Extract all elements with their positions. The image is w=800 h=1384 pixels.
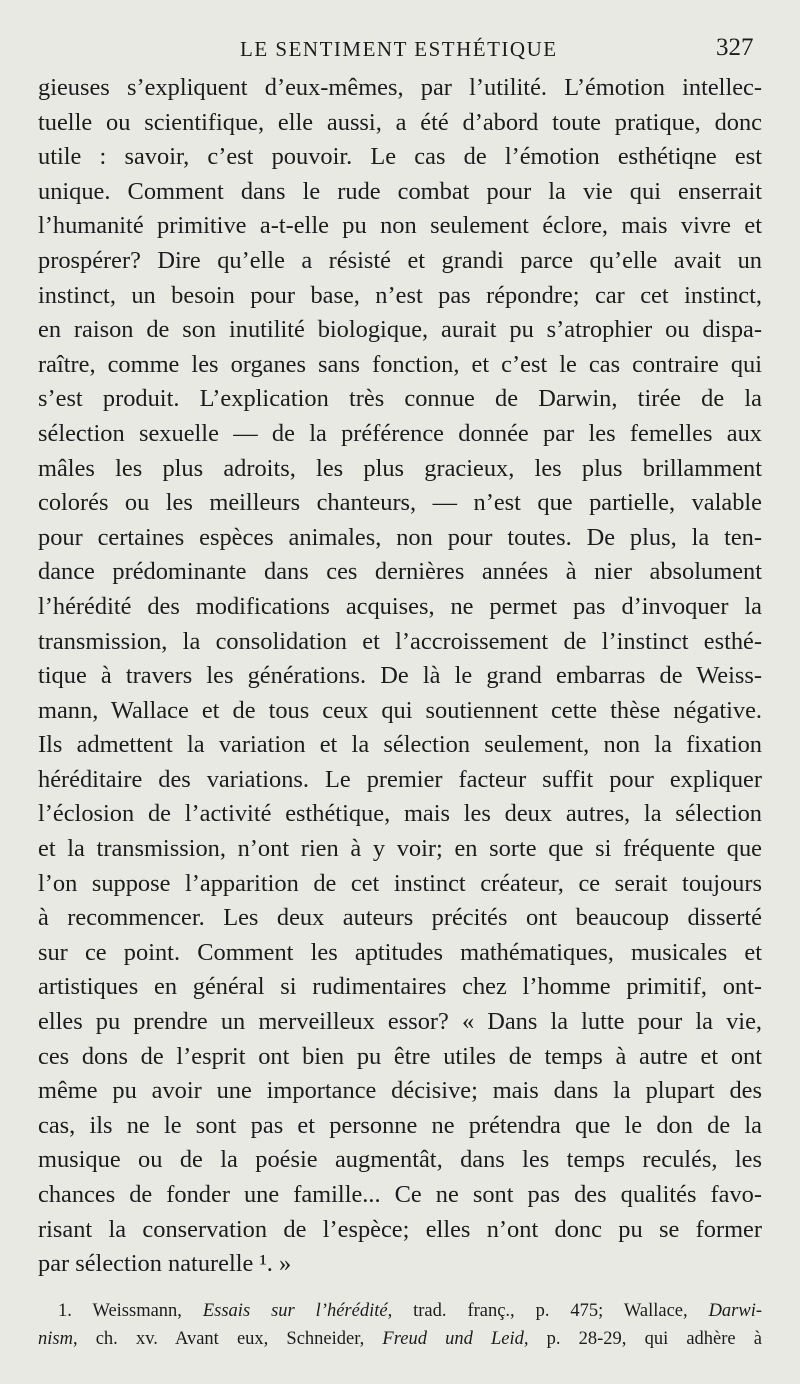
text-line: gieuses s’expliquent d’eux-mêmes, par l’utilité. L’émotion intellec- <box>38 74 762 101</box>
text-line: l’éclosion de l’activité esthétique, mais les deux autres, la sélection <box>38 800 762 828</box>
text-line: artistiques en général si rudimentaires chez l’homme primitif, ont- <box>38 973 762 1001</box>
text-line: mâles les plus adroits, les plus gracieux, les plus brillamment <box>38 454 762 482</box>
text-line: prospérer? Dire qu’elle a résisté et grandi parce qu’elle avait un <box>38 246 762 274</box>
text-line: à recommencer. Les deux auteurs précités ont beaucoup disserté <box>38 904 762 932</box>
text-line: colorés ou les meilleurs chanteurs, — n’est que partielle, valable <box>38 489 762 517</box>
page-number: 327 <box>716 34 754 61</box>
text-line: pour certaines espèces animales, non pour toutes. De plus, la ten- <box>38 523 762 551</box>
text-line: l’hérédité des modifications acquises, ne permet pas d’invoquer la <box>38 592 762 620</box>
text-line: l’humanité primitive a-t-elle pu non seulement éclore, mais vivre et <box>38 212 762 240</box>
text-line: en raison de son inutilité biologique, aurait pu s’atrophier ou dispa- <box>38 316 762 344</box>
text-line: tique à travers les générations. De là le grand embarras de Weiss- <box>38 662 762 690</box>
text-line: instinct, un besoin pour base, n’est pas répondre; car cet instinct, <box>38 281 762 309</box>
footnote <box>38 1297 762 1353</box>
text-line: s’est produit. L’explication très connue de Darwin, tirée de la <box>38 385 762 413</box>
text-line: tuelle ou scientifique, elle aussi, a été d’abord toute pratique, donc <box>38 108 762 136</box>
page-header <box>0 34 800 64</box>
text-line: sélection sexuelle — de la préférence donnée par les femelles aux <box>38 419 762 447</box>
text-line: et la transmission, n’ont rien à y voir; en sorte que si fréquente que <box>38 835 762 863</box>
body-text <box>38 71 762 1282</box>
text-line: musique ou de la poésie augmentât, dans les temps reculés, les <box>38 1146 762 1174</box>
footnote-line: nism, ch. xv. Avant eux, Schneider, Freud und Leid, p. 28-29, qui adhère à <box>38 1329 762 1349</box>
text-line: transmission, la consolidation et l’accroissement de l’instinct esthé- <box>38 627 762 655</box>
running-title: LE SENTIMENT ESTHÉTIQUE <box>240 37 558 61</box>
text-line: dance prédominante dans ces dernières années à nier absolument <box>38 558 762 586</box>
text-line: héréditaire des variations. Le premier facteur suffit pour expliquer <box>38 765 762 793</box>
text-line: ces dons de l’esprit ont bien pu être utiles de temps à autre et ont <box>38 1042 762 1070</box>
text-line: risant la conservation de l’espèce; elles n’ont donc pu se former <box>38 1215 762 1243</box>
text-line: elles pu prendre un merveilleux essor? « Dans la lutte pour la vie, <box>38 1008 762 1036</box>
text-line: par sélection naturelle ¹. » <box>38 1250 292 1278</box>
text-line: raître, comme les organes sans fonction, et c’est le cas contraire qui <box>38 350 762 378</box>
text-line: Ils admettent la variation et la sélection seulement, non la fixation <box>38 731 762 759</box>
text-line: mann, Wallace et de tous ceux qui soutiennent cette thèse négative. <box>38 696 762 724</box>
footnote-line: 1. Weissmann, Essais sur l’hérédité, trad. franç., p. 475; Wallace, Darwi- <box>58 1301 763 1321</box>
text-line: cas, ils ne le sont pas et personne ne prétendra que le don de la <box>38 1111 762 1139</box>
text-line: chances de fonder une famille... Ce ne sont pas des qualités favo- <box>38 1181 762 1208</box>
text-line: sur ce point. Comment les aptitudes mathématiques, musicales et <box>38 938 762 966</box>
text-line: l’on suppose l’apparition de cet instinct créateur, ce serait toujours <box>38 869 762 897</box>
text-line: unique. Comment dans le rude combat pour la vie qui enserrait <box>38 177 762 205</box>
text-line: même pu avoir une importance décisive; mais dans la plupart des <box>38 1077 762 1105</box>
text-line: utile : savoir, c’est pouvoir. Le cas de l’émotion esthétiqne est <box>38 143 762 171</box>
